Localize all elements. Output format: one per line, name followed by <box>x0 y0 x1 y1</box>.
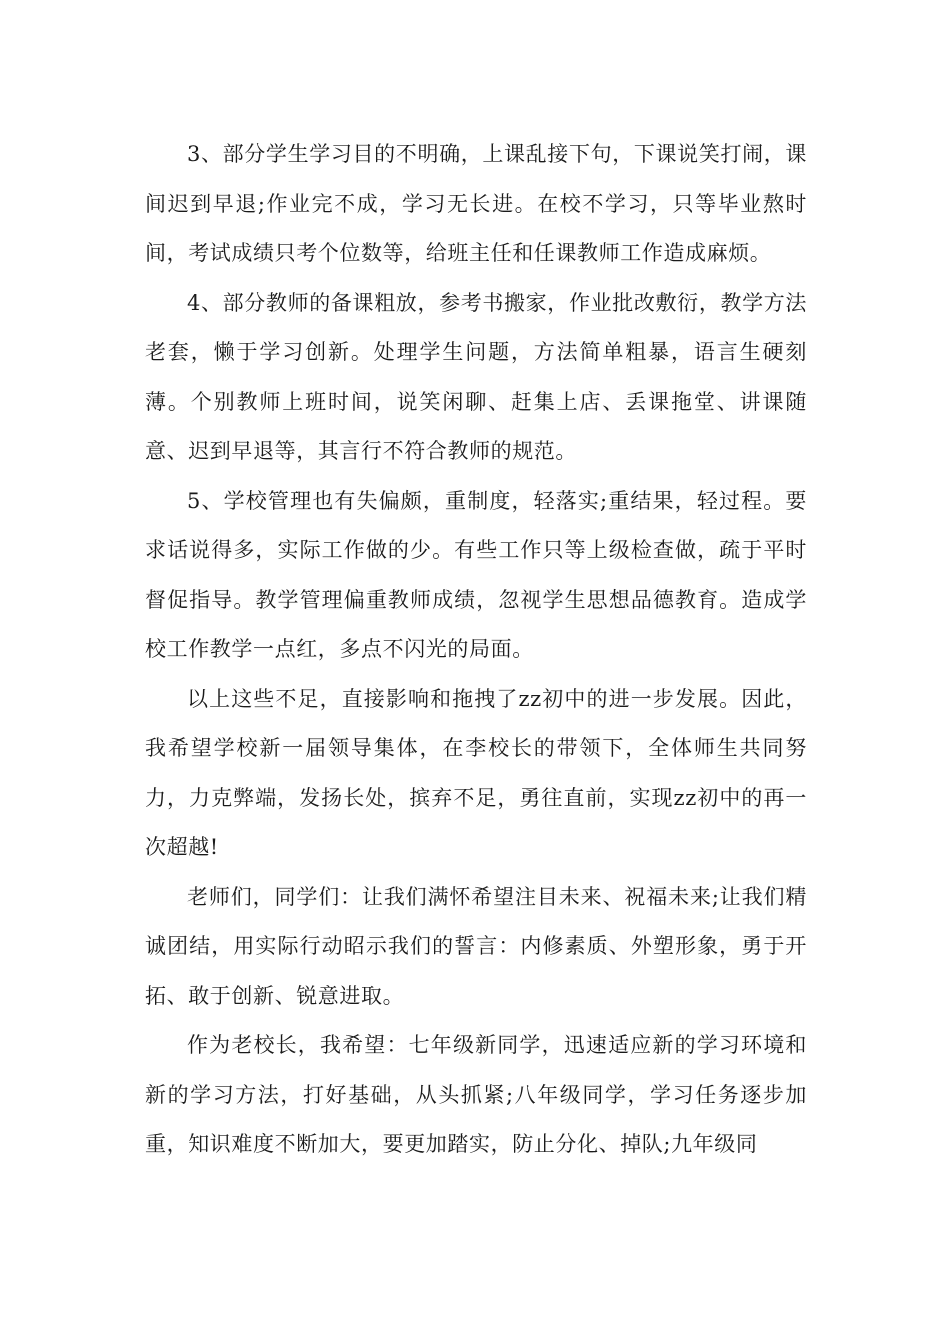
paragraph-appeal: 老师们，同学们：让我们满怀希望注目未来、祝福未来;让我们精诚团结，用实际行动昭示我们的誓言：内修素质、外塑形象，勇于开拓、敢于创新、锐意进取。 <box>145 884 807 1008</box>
paragraph-3: 3、部分学生学习目的不明确，上课乱接下句，下课说笑打闹，课间迟到早退;作业完不成，学习无长进。在校不学习，只等毕业熬时间，考试成绩只考个位数等，给班主任和任课教师工作造成麻烦。 <box>145 142 807 265</box>
paragraph-shortcomings: 以上这些不足，直接影响和拖拽了zz初中的进一步发展。因此，我希望学校新一届领导集体，在李校长的带领下，全体师生共同努力，力克弊端，发扬长处，摈弃不足，勇往直前，实现zz初中的再一次超越! <box>145 686 807 859</box>
paragraph-5: 5、学校管理也有失偏颇，重制度，轻落实;重结果，轻过程。要求话说得多，实际工作做的少。有些工作只等上级检查做，疏于平时督促指导。教学管理偏重教师成绩，忽视学生思想品德教育。造成学校工作教学一点红，多点不闪光的局面。 <box>145 488 807 661</box>
document-body <box>145 130 807 1170</box>
paragraph-4: 4、部分教师的备课粗放，参考书搬家，作业批改敷衍，教学方法老套，懒于学习创新。处理学生问题，方法简单粗暴，语言生硬刻薄。个别教师上班时间，说笑闲聊、赶集上店、丢课拖堂、讲课随意、迟到早退等，其言行不符合教师的规范。 <box>145 290 807 463</box>
paragraph-hopes: 作为老校长，我希望：七年级新同学，迅速适应新的学习环境和新的学习方法，打好基础，从头抓紧;八年级同学，学习任务逐步加重，知识难度不断加大，要更加踏实，防止分化、掉队;九年级同 <box>145 1033 807 1156</box>
